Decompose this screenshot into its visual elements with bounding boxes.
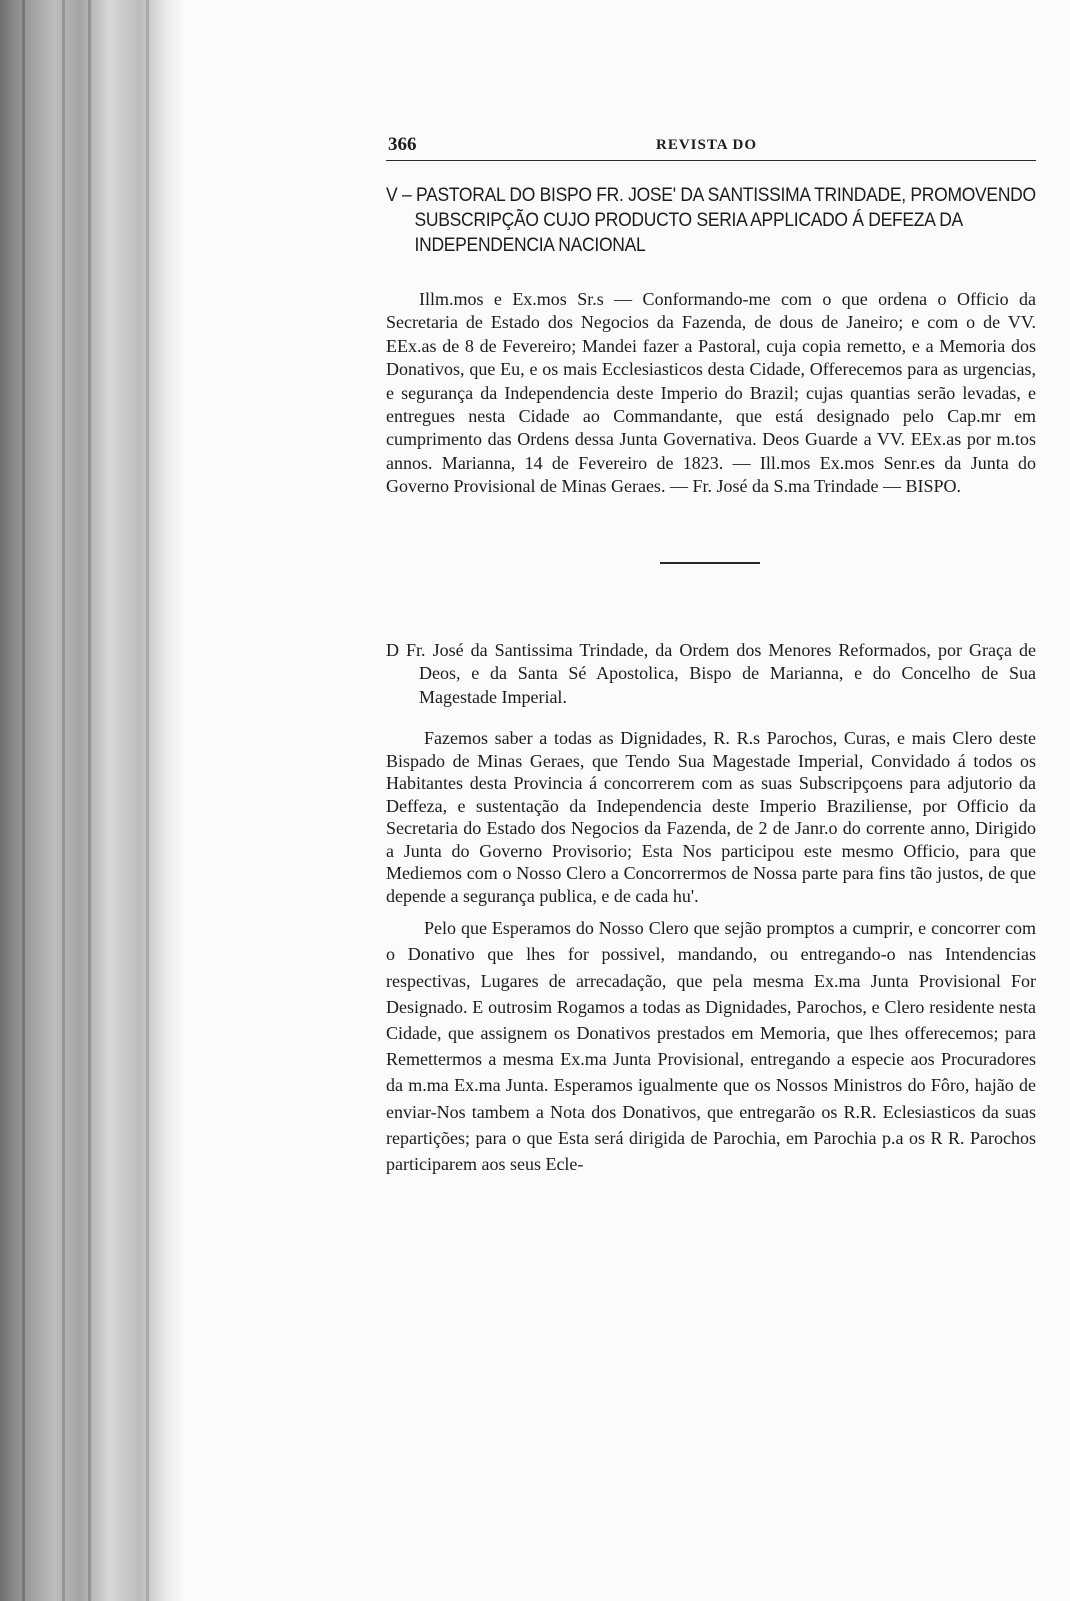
book-page: [386, 130, 1036, 1177]
pastoral-opening: D Fr. José da Santissima Trindade, da Ordem dos Menores Reformados, por Graça de Deos, e da Santa Sé Apostolica, Bispo de Marianna, e do Concelho de Sua Magestade Imperial.: [386, 639, 1036, 707]
pastoral-paragraph: Pelo que Esperamos do Nosso Clero que sejão promptos a cumprir, e concorrer com o Donativo que lhes for possivel, mandando, ou entregando-o nas Intendencias respectivas, Lugares de arrecadação, que pela mesma Ex.ma Junta Provisional For Designado. E outrosim Rogamos a todas as Dignidades, Parochos, e Clero residente nesta Cidade, que assignem os Donativos prestados em Memoria, que lhes offerecemos; para Remettermos a mesma Ex.ma Junta Provisional, entregando a especie aos Procuradores da m.ma Ex.ma Junta. Esperamos igualmente que os Nossos Ministros do Fôro, hajão de enviar-Nos tambem a Nota dos Donativos, que entregarão os R.R. Eclesiasticos da suas repartições; para o que Esta será dirigida de Parochia, em Parochia p.a os R R. Parochos participarem aos seus Ecle-: [386, 918, 1036, 1174]
binding-stripe: [62, 0, 65, 1601]
binding-stripe: [88, 0, 91, 1601]
pastoral-paragraph: Fazemos saber a todas as Dignidades, R. R.s Parochos, Curas, e mais Clero deste Bispado de Minas Geraes, que Tendo Sua Magestade Imperial, Convidado á todos os Habitantes desta Provincia á concorrerem com as suas Subscripçoens para adjutorio da Deffeza, e sustentação da Independencia deste Imperio Braziliense, por Officio da Secretaria do Estado dos Negocios da Fazenda, de 2 de Janr.o do corrente anno, Dirigido a Junta do Governo Provisorio; Esta Nos participou este mesmo Officio, para que Mediemos com o Nosso Clero a Concorrermos de Nossa parte para fins tão justos, de que depende a segurança publica, e de cada hu'.: [386, 728, 1036, 906]
binding-stripe: [22, 0, 25, 1601]
page-number: 366: [388, 134, 417, 155]
section-divider: [660, 562, 760, 564]
running-title: REVISTA DO: [656, 137, 757, 153]
book-binding-shadow: [0, 0, 185, 1601]
running-head: [386, 130, 1036, 161]
section-heading: V – PASTORAL DO BISPO FR. JOSE' DA SANTISSIMA TRINDADE, PROMOVENDO SUBSCRIPÇÃO CUJO PRODUCTO SERIA APPLICADO Á DEFEZA DA INDEPENDENCIA NACIONAL: [386, 185, 1036, 256]
binding-stripe: [146, 0, 149, 1601]
letter-paragraph: Illm.mos e Ex.mos Sr.s — Conformando-me com o que ordena o Officio da Secretaria de Estado dos Negocios da Fazenda, de dous de Janeiro; e com o de VV. EEx.as de 8 de Fevereiro; Mandei fazer a Pastoral, cuja copia remetto, e a Memoria dos Donativos, que Eu, e os mais Ecclesiasticos desta Cidade, Offerecemos para as urgencias, e segurança da Independencia deste Imperio do Brazil; cujas quantias serão levadas, e entregues nesta Cidade ao Commandante, que está designado pelo Cap.mr em cumprimento das Ordens dessa Junta Governativa. Deos Guarde a VV. EEx.as por m.tos annos. Marianna, 14 de Fevereiro de 1823. — Ill.mos Ex.mos Senr.es da Junta do Governo Provisional de Minas Geraes. — Fr. José da S.ma Trindade — BISPO.: [386, 289, 1036, 497]
